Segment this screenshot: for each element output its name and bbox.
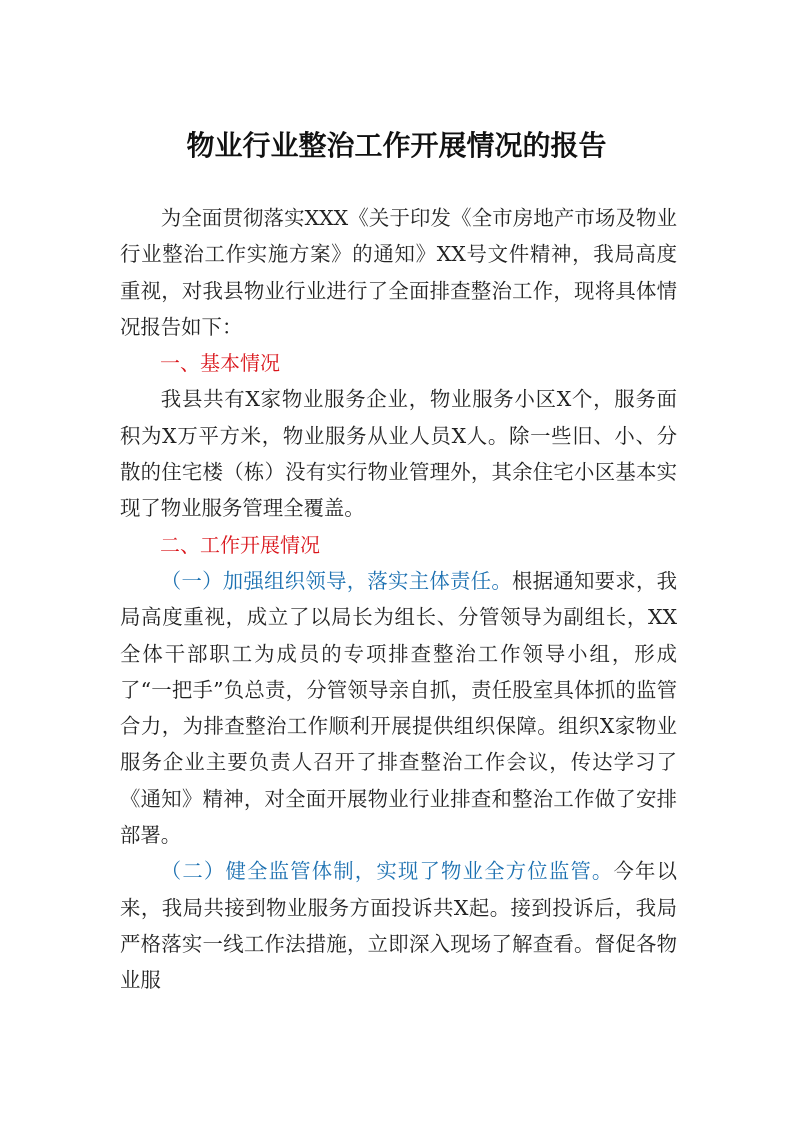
subsection-organization-paragraph [120,563,677,853]
subsection-organization-title: （一）加强组织领导，落实主体责任。 [160,568,512,593]
section-basic-paragraph: 我县共有X家物业服务企业，物业服务小区X个，服务面积为X万平方米，物业服务从业人员X人。除一些旧、小、分散的住宅楼（栋）没有实行物业管理外，其余住宅小区基本实现了物业服务管理全覆盖。 [120,387,677,521]
section-basic-heading: 一、基本情况 [160,351,280,376]
document-title: 物业行业整治工作开展情况的报告 [186,129,607,162]
intro-paragraph: 为全面贯彻落实XXX《关于印发《全市房地产市场及物业行业整治工作实施方案》的通知》XX号文件精神，我局高度重视，对我县物业行业进行了全面排查整治工作，现将具体情况报告如下： [120,206,677,339]
subsection-supervision-title: （二）健全监管体制，实现了物业全方位监管。 [160,859,614,884]
document-body [120,200,677,999]
subsection-organization-text: 根据通知要求，我局高度重视，成立了以局长为组长、分管领导为副组长，XX全体干部职工为成员的专项排查整治工作领导小组，形成了“一把手”负总责，分管领导亲自抓，责任股室具体抓的监管合力，为排查整治工作顺利开展提供组织保障。组织X家物业服务企业主要负责人召开了排查整治工作会议，传达学习了《通知》精神，对全面开展物业行业排查和整治工作做了安排部署。 [120,568,678,848]
subsection-supervision-text: 今年以来，我局共接到物业服务方面投诉共X起。接到投诉后，我局严格落实一线工作法措施，立即深入现场了解查看。督促各物业服 [120,859,678,993]
subsection-supervision-paragraph [120,853,677,998]
section-work-heading: 二、工作开展情况 [160,532,320,557]
